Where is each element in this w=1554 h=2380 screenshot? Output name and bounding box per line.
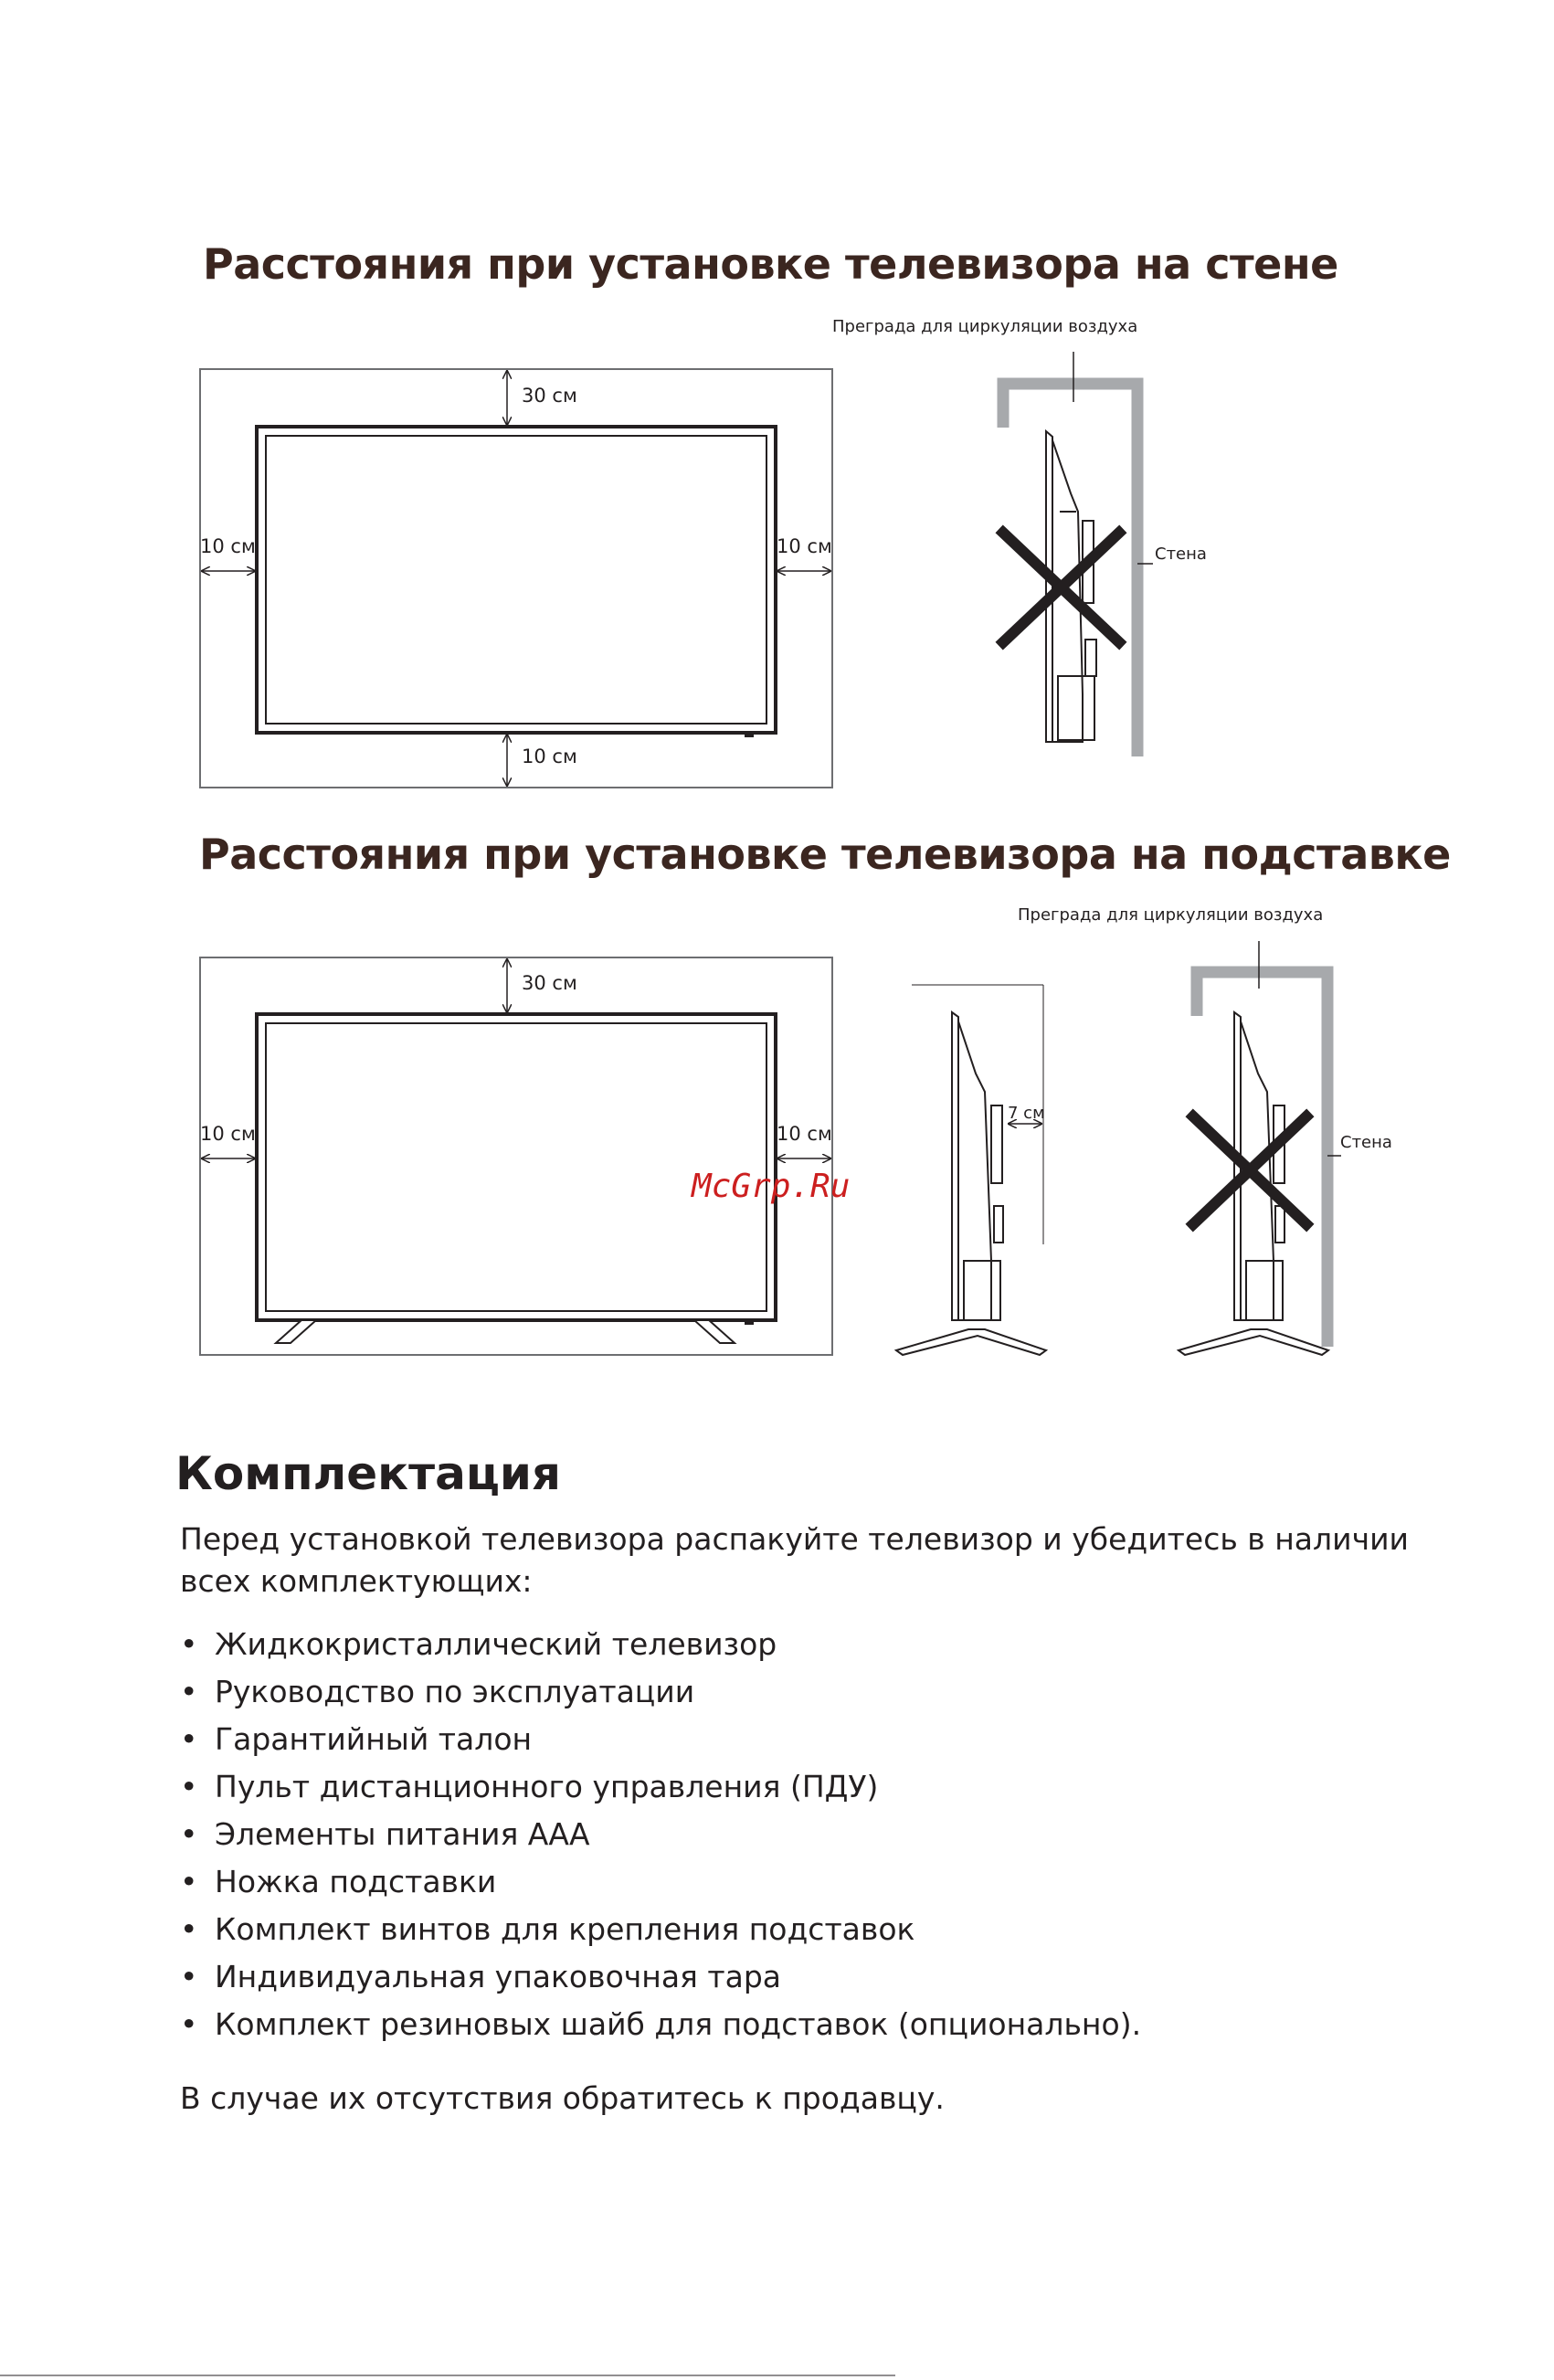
bullet: • [180, 1911, 198, 1947]
stand-wall-label: Стена [1340, 1133, 1392, 1152]
bullet: • [180, 1769, 198, 1804]
list-item [180, 1858, 1141, 1906]
bullet: • [180, 2006, 198, 2042]
wall-top-gap-label: 30 см [522, 385, 577, 407]
stand-section-title: Расстояния при установке телевизора на подставке [199, 830, 1451, 879]
wall-right-gap-label: 10 см [777, 535, 832, 557]
wall-airflow-label: Преграда для циркуляции воздуха [832, 317, 1138, 336]
wall-wall-label: Стена [1155, 545, 1207, 564]
list-item [180, 1763, 1141, 1811]
bullet: • [180, 1959, 198, 1994]
wall-cross-mark [1003, 533, 1119, 642]
list-item [180, 2001, 1141, 2048]
watermark: McGrp.Ru [692, 1168, 851, 1205]
list-item [180, 1811, 1141, 1858]
stand-right-gap-label: 10 см [777, 1123, 832, 1145]
stand-cross-mark [1193, 1116, 1306, 1224]
wall-airflow-barrier [1003, 384, 1137, 756]
bullet: • [180, 1626, 198, 1662]
package-title: Комплектация [175, 1447, 562, 1500]
wall-clearance-frame [200, 369, 832, 788]
list-item [180, 1621, 1141, 1668]
list-item-text: Индивидуальная упаковочная тара [215, 1959, 782, 1994]
package-intro-line1: Перед установкой телевизора распакуйте телевизор и убедитесь в наличии [180, 1521, 1409, 1557]
list-item-text: Комплект винтов для крепления подставок [215, 1911, 915, 1947]
stand-left-gap-label: 10 см [200, 1123, 256, 1145]
wall-bottom-gap-label: 10 см [522, 746, 577, 767]
stand-back-gap-label: 7 см [1008, 1104, 1045, 1123]
package-intro-line2: всех комплектующих: [180, 1563, 533, 1599]
list-item-text: Элементы питания ААА [215, 1816, 590, 1852]
stand-clearance-frame [200, 957, 832, 1355]
bullet: • [180, 1864, 198, 1899]
package-intro [180, 1518, 1409, 1603]
list-item [180, 1906, 1141, 1953]
package-items-list [180, 1621, 1141, 2048]
list-item-text: Руководство по эксплуатации [215, 1674, 695, 1709]
list-item-text: Пульт дистанционного управления (ПДУ) [215, 1769, 879, 1804]
stand-wrong-tv-side-profile [1179, 1012, 1328, 1355]
bullet: • [180, 1721, 198, 1757]
stand-airflow-label: Преграда для циркуляции воздуха [1018, 905, 1324, 925]
list-item-text: Ножка подставки [215, 1864, 497, 1899]
list-item-text: Жидкокристаллический телевизор [215, 1626, 777, 1662]
list-item [180, 1953, 1141, 2001]
wall-section-title: Расстояния при установке телевизора на стене [203, 239, 1338, 289]
list-item-text: Гарантийный талон [215, 1721, 533, 1757]
stand-tv-side-profile [896, 1012, 1046, 1355]
stand-top-gap-label: 30 см [522, 972, 577, 994]
package-footer: В случае их отсутствия обратитесь к продавцу. [180, 2080, 945, 2116]
wall-tv-front [257, 427, 776, 737]
wall-left-gap-label: 10 см [200, 535, 256, 557]
bullet: • [180, 1674, 198, 1709]
bullet: • [180, 1816, 198, 1852]
list-item-text: Комплект резиновых шайб для подставок (опционально). [215, 2006, 1142, 2042]
list-item [180, 1668, 1141, 1716]
list-item [180, 1716, 1141, 1763]
